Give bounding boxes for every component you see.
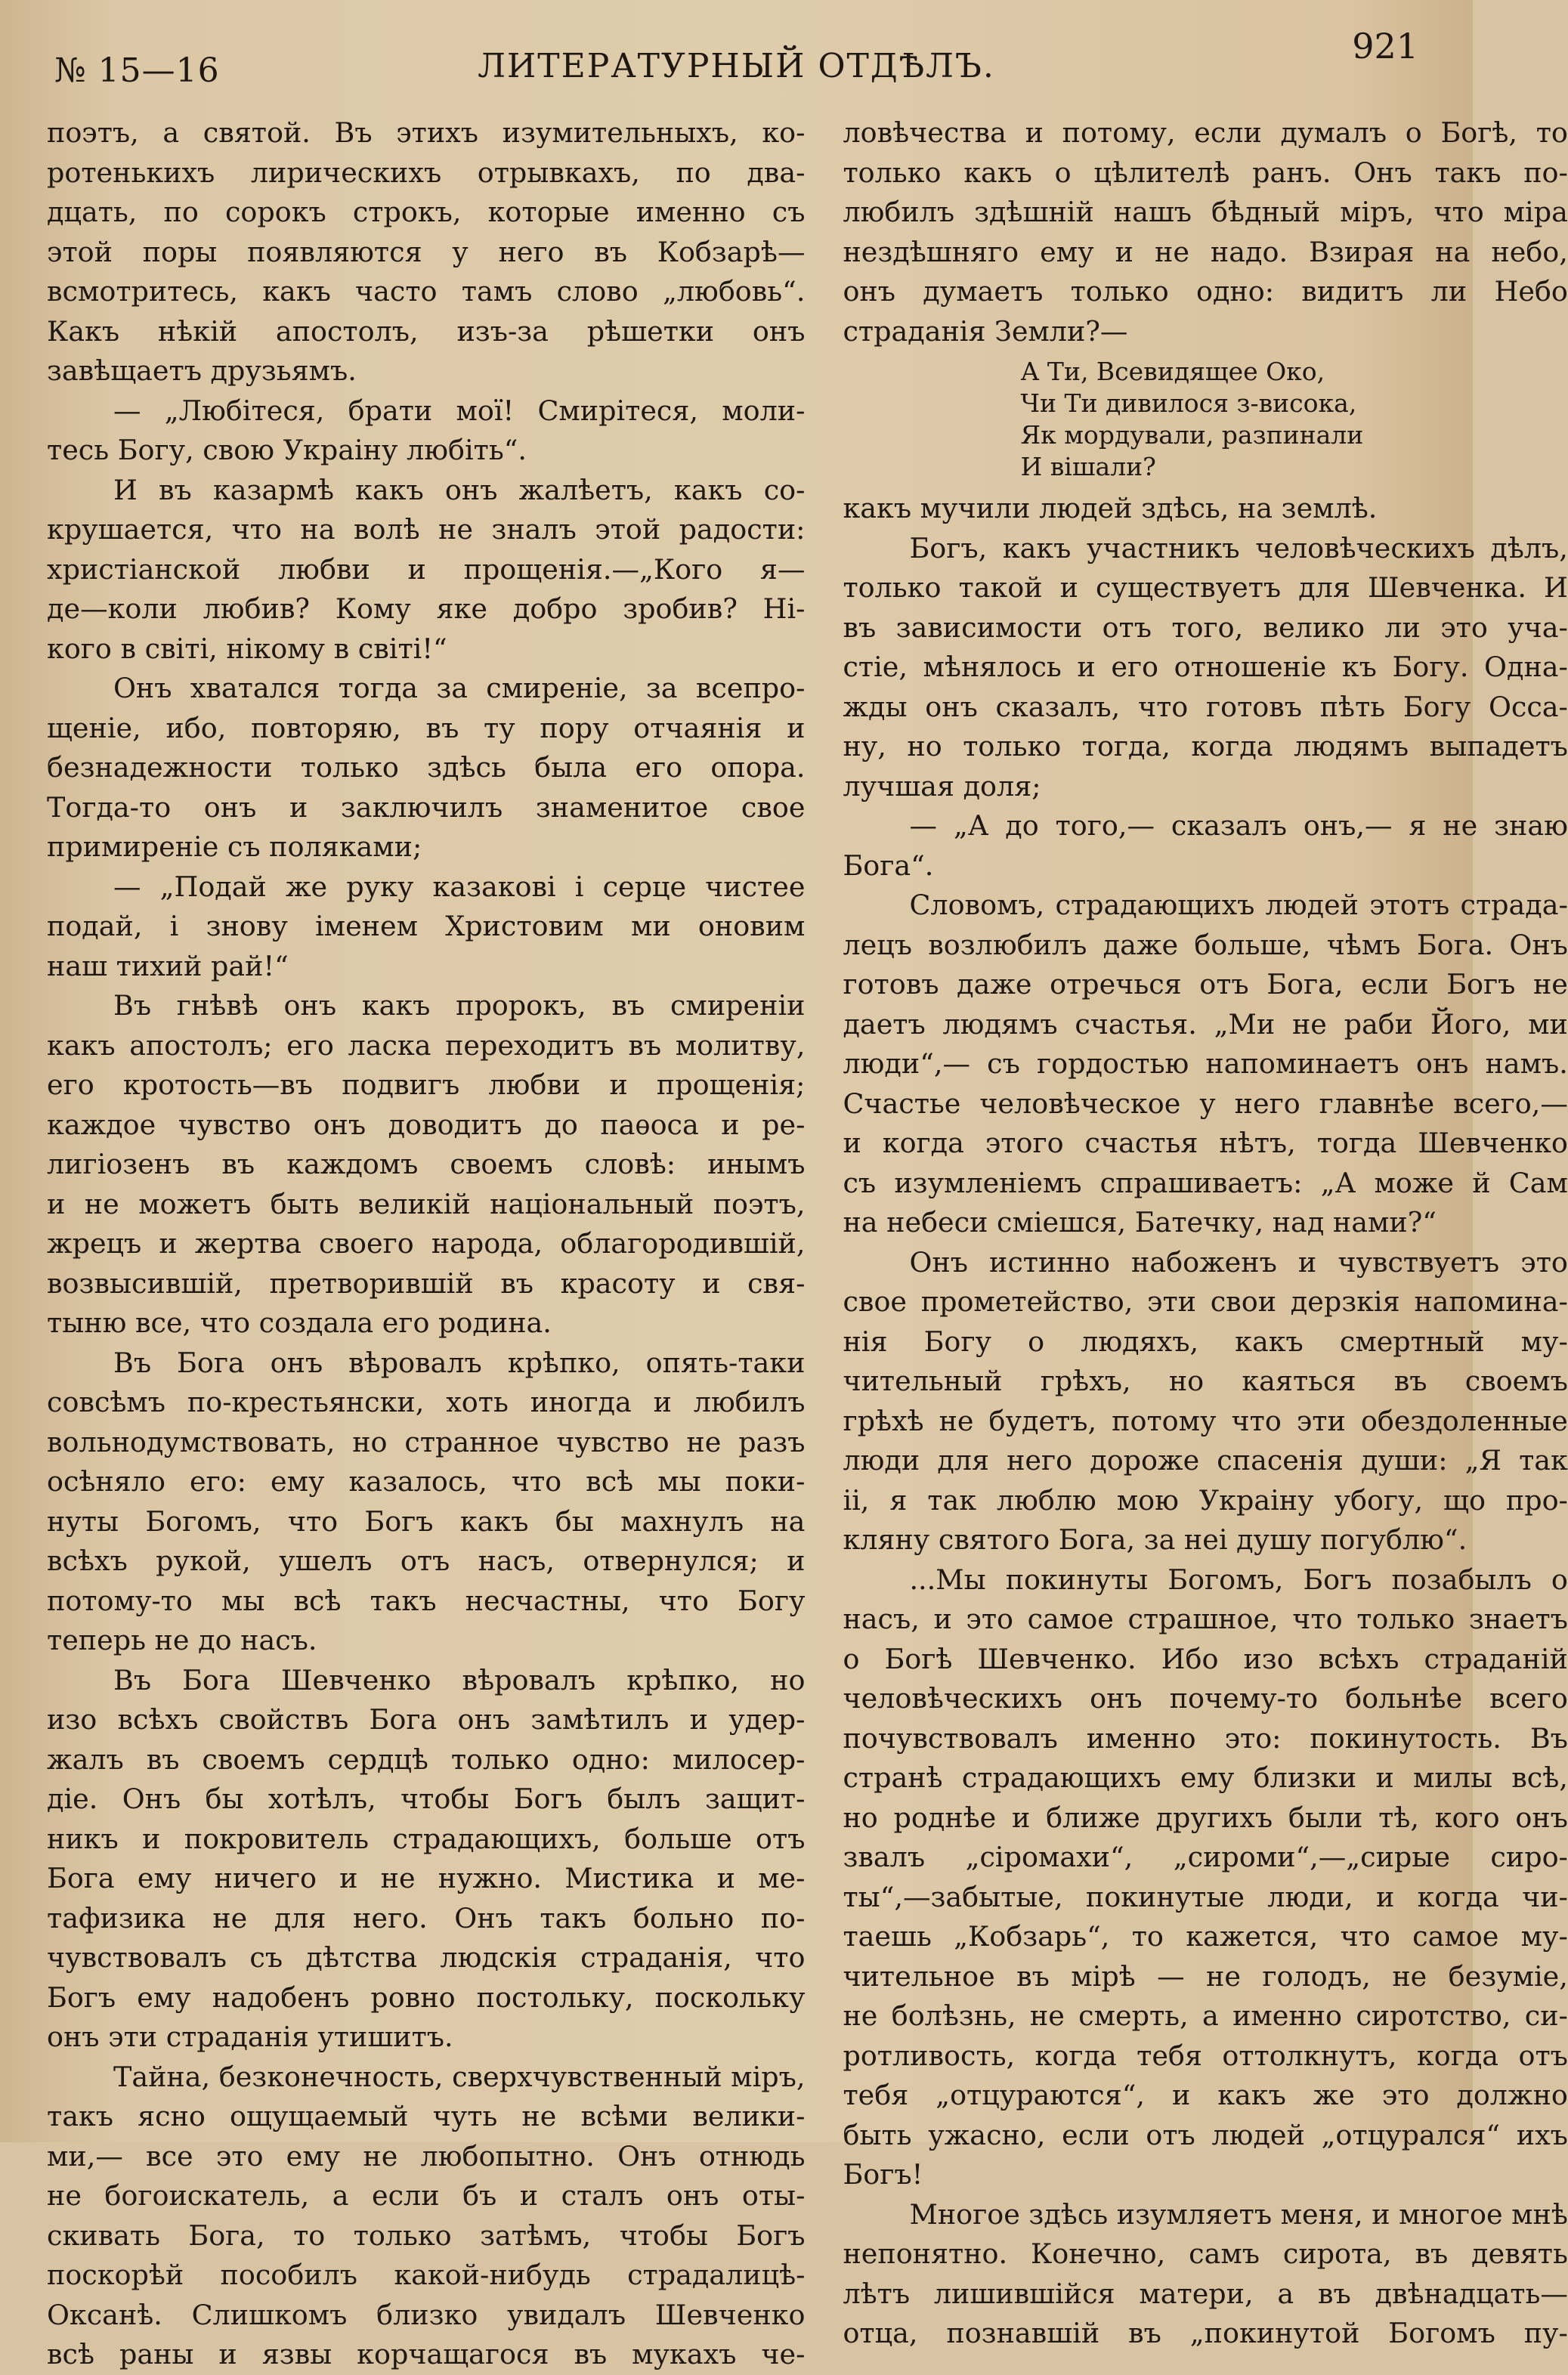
text-line: каждое чувство онъ доводитъ до паѳоса и ре- [47,1108,806,1141]
text-line: лецъ возлюбилъ даже больше, чѣмъ Бога. Онъ [843,928,1568,961]
text-line: такъ ясно ощущаемый чуть не всѣми велики- [47,2100,806,2132]
text-line: Оксанѣ. Слишкомъ близко увидалъ Шевченко [47,2298,806,2331]
right-column-bottom-text [843,489,1567,2354]
text-line: о Богѣ Шевченко. Ибо изо всѣхъ страданій [843,1642,1568,1675]
text-line: нія Богу о людяхъ, какъ смертный му- [843,1325,1568,1358]
text-line: не болѣзнь, не смерть, а именно сиротство, си- [843,1999,1568,2032]
text-line: любилъ здѣшній нашъ бѣдный міръ, что міра [843,196,1568,228]
text-line: Въ Бога онъ вѣровалъ крѣпко, опять-таки [113,1346,806,1379]
text-line: стіе, мѣнялось и его отношеніе къ Богу. Одна- [843,651,1568,683]
text-line: грѣхѣ не будетъ, потому что эти обездоленные [843,1404,1568,1437]
text-line: Бога“. [843,849,934,882]
text-line: возвысившій, претворившій въ красоту и свя- [47,1266,806,1300]
text-line: изо всѣхъ свойствъ Бога онъ замѣтилъ и удер- [47,1703,806,1736]
text-line: де—коли любив? Кому яке добро зробив? Ні- [47,592,806,625]
text-line: готовъ даже отречься отъ Бога, если Богъ не [843,968,1568,1000]
text-line: безнадежности только здѣсь была его опора. [47,751,806,784]
text-line: тафизика не для него. Онъ такъ больно по- [47,1901,806,1934]
text-line: дцать, по сорокъ строкъ, которые именно съ [47,196,806,228]
text-line: потому-то мы всѣ такъ несчастны, что Богу [47,1584,806,1617]
text-line: почувствовалъ именно это: покинутость. Въ [843,1721,1568,1755]
text-columns [47,113,1568,2370]
text-line: его кротость—въ подвигъ любви и прощенія; [47,1068,806,1101]
text-line: Въ Бога Шевченко вѣровалъ крѣпко, но [113,1663,806,1696]
text-line: на небеси сміешся, Батечку, над нами?“ [843,1206,1437,1239]
text-line: Тайна, безконечность, сверхчувственный міръ, [113,2060,806,2093]
text-line: крушается, что на волѣ не зналъ этой радости: [47,513,806,546]
text-line: Въ гнѣвѣ онъ какъ пророкъ, въ смиреніи [113,989,806,1022]
text-line: и не можетъ быть великій національный поэтъ, [47,1187,806,1220]
text-line: свое прометейство, эти свои дерзкія напомина- [843,1285,1568,1318]
text-line: насъ, и это самое страшное, что только знаетъ [843,1603,1568,1635]
text-line: ну, но только тогда, когда людямъ выпадетъ [843,730,1568,762]
text-line: люди“,— съ гордостью напоминаетъ онъ намъ. [843,1047,1568,1080]
text-line: Счастье человѣческое у него главнѣе всего,— [843,1087,1568,1120]
poem-line: И вішали? [1020,452,1156,481]
text-line: страданія Земли?— [843,314,1128,348]
text-line: іі, я так люблю мою Украіну убогу, що про- [843,1483,1568,1517]
text-line: Онъ хватался тогда за смиреніе, за всепро- [113,672,806,704]
running-header [47,26,1426,109]
text-line: странѣ страдающихъ ему близки и милы всѣ, [843,1761,1568,1794]
text-line: теперь не до насъ. [47,1624,317,1656]
text-line: Бога ему ничего и не нужно. Мистика и ме- [47,1862,806,1894]
text-line: лѣтъ лишившійся матери, а въ двѣнадцать— [843,2277,1568,2310]
text-line: Какъ нѣкій апостолъ, изъ-за рѣшетки онъ [47,314,806,348]
text-line: Многое здѣсь изумляетъ меня, и многое мнѣ [909,2197,1568,2231]
text-line: наш тихий рай!“ [47,949,289,982]
poem-line: А Ти, Всевидящее Око, [1020,357,1325,386]
text-line: чувствовалъ съ дѣтства людскія страданія, что [47,1941,806,1974]
text-line: щеніе, ибо, повторяю, въ ту пору отчаянія и [47,711,806,744]
section-title: ЛИТЕРАТУРНЫЙ ОТДѢЛЪ. [478,47,995,85]
text-line: завѣщаетъ друзьямъ. [47,354,357,387]
text-line: онъ эти страданія утишитъ. [47,2021,453,2053]
text-line: примиреніе съ поляками; [47,830,422,863]
text-line: онъ думаетъ только одно: видитъ ли Небо [843,275,1568,308]
text-line: скивать Бога, то только затѣмъ, чтобы Богъ [47,2219,806,2252]
text-line: какъ апостолъ; его ласка переходитъ въ молитву, [47,1028,806,1062]
text-line: ...Мы покинуты Богомъ, Богъ позабылъ о [909,1563,1568,1596]
text-line: отца, познавшій въ „покинутой Богомъ пу- [843,2317,1568,2349]
text-line: кляну святого Бога, за неі душу погублю“. [843,1523,1467,1556]
text-line: ты“,—забытые, покинутые люди, и когда чи- [843,1880,1568,1913]
text-line: жды онъ сказалъ, что готовъ пѣть Богу Осса- [843,690,1568,723]
text-line: таешь „Кобзарь“, то кажется, что самое му- [843,1920,1568,1953]
text-line: жрецъ и жертва своего народа, облагородившій, [47,1227,806,1260]
text-line: тебя „отцураются“, и какъ же это должно [843,2079,1568,2111]
text-line: этой поры появляются у него въ Кобзарѣ— [47,235,806,268]
text-line: — „Любітеся, брати мої! Смирітеся, моли- [113,394,806,427]
text-line: въ зависимости отъ того, велико ли это уча- [843,611,1568,644]
right-column [843,113,1568,2349]
text-line: только какъ о цѣлителѣ ранъ. Онъ такъ по- [843,156,1568,189]
text-line: осѣняло его: ему казалось, что всѣ мы поки- [47,1465,806,1498]
text-line: всѣхъ рукой, ушелъ отъ насъ, отвернулся; и [47,1545,806,1577]
text-line: Словомъ, страдающихъ людей этотъ страда- [909,889,1568,921]
text-line: вольнодумствовать, но странное чувство не разъ [47,1425,806,1458]
text-line: діе. Онъ бы хотѣлъ, чтобы Богъ былъ защит- [47,1783,806,1815]
text-line: человѣческихъ онъ почему-то больнѣе всего [843,1682,1568,1715]
text-line: не богоискатель, а если бъ и сталъ онъ оты- [47,2179,806,2212]
text-line: — „А до того,— сказалъ онъ,— я не знаю [909,809,1568,842]
text-line: чительное въ мірѣ — не голодъ, не безуміе, [843,1959,1568,1993]
text-line: тыню все, что создала его родина. [47,1307,552,1339]
poem-line: Як мордували, разпинали [1020,420,1364,450]
text-line: никъ и покровитель страдающихъ, больше отъ [47,1822,806,1855]
text-line: всмотритесь, какъ часто тамъ слово „любовь“. [47,275,806,308]
text-line: всѣ раны и язвы корчащагося въ мукахъ че- [47,2338,806,2370]
text-line: Богъ! [843,2158,923,2191]
text-line: нездѣшняго ему и не надо. Взирая на небо, [843,235,1568,268]
right-column-top-text [843,113,1567,351]
text-line: люди для него дороже спасенія души: „Я так [843,1444,1568,1477]
issue-number: № 15—16 [54,51,220,90]
text-line: и когда этого счастья нѣтъ, тогда Шевченко [843,1127,1568,1159]
text-line: Богъ, какъ участникъ человѣческихъ дѣлъ, [909,531,1568,564]
text-line: подай, і знову іменем Христовим ми оновим [47,910,806,942]
text-line: ротенькихъ лирическихъ отрывкахъ, по два- [47,156,806,189]
text-line: поэтъ, а святой. Въ этихъ изумительныхъ, ко- [47,116,806,149]
text-line: звалъ „сіромахи“, „сироми“,—„сирые сиро- [843,1841,1568,1873]
text-line: какъ мучили людей здѣсь, на землѣ. [843,492,1378,524]
text-line: тесь Богу, свою Украіну любіть“. [47,434,527,466]
text-line: ловѣчества и потому, если думалъ о Богѣ, то [843,116,1568,149]
text-line: Тогда-то онъ и заключилъ знаменитое свое [47,790,806,824]
text-line: ротливость, когда тебя оттолкнутъ, когда отъ [843,2039,1568,2072]
page-number: 921 [1352,26,1418,66]
text-line: непонятно. Конечно, самъ сирота, въ девять [843,2237,1568,2270]
text-line: даетъ людямъ счастья. „Ми не раби Його, ми [843,1007,1568,1041]
text-line: — „Подай же руку казакові і серце чистее [113,870,806,903]
text-line: христіанской любви и прощенія.—„Кого я— [47,552,806,586]
text-line: кого в світі, нікому в світі!“ [47,632,447,665]
text-line: поскорѣй пособилъ какой-нибудь страдалицѣ- [47,2259,806,2291]
text-line: но роднѣе и ближе другихъ были тѣ, кого онъ [843,1801,1568,1834]
text-line: И въ казармѣ какъ онъ жалѣетъ, какъ со- [113,473,806,506]
text-line: быть ужасно, если отъ людей „отцурался“ ихъ [843,2118,1568,2151]
poem-line: Чи Ти дивилося з-висока, [1020,388,1357,418]
poem-quote [1020,356,1567,483]
text-line: нуты Богомъ, что Богъ какъ бы махнулъ на [47,1504,806,1538]
text-line: жалъ въ своемъ сердцѣ только одно: милосер- [47,1743,806,1776]
text-line: лучшая доля; [843,769,1041,802]
text-line: только такой и существуетъ для Шевченка. И [843,571,1568,604]
text-line: Онъ истинно набоженъ и чувствуетъ это [909,1245,1568,1279]
text-line: лигіозенъ въ каждомъ своемъ словѣ: инымъ [47,1148,806,1180]
text-line: совсѣмъ по-крестьянски, хоть иногда и любилъ [47,1386,806,1418]
text-line: съ изумленіемъ спрашиваетъ: „А може й Сам [843,1166,1568,1199]
text-line: чительный грѣхъ, но каяться въ своемъ [843,1365,1568,1397]
text-line: ми,— все это ему не любопытно. Онъ отнюдь [47,2139,806,2172]
text-line: Богъ ему надобенъ ровно постольку, поскольку [47,1981,806,2014]
left-column [47,113,806,2370]
